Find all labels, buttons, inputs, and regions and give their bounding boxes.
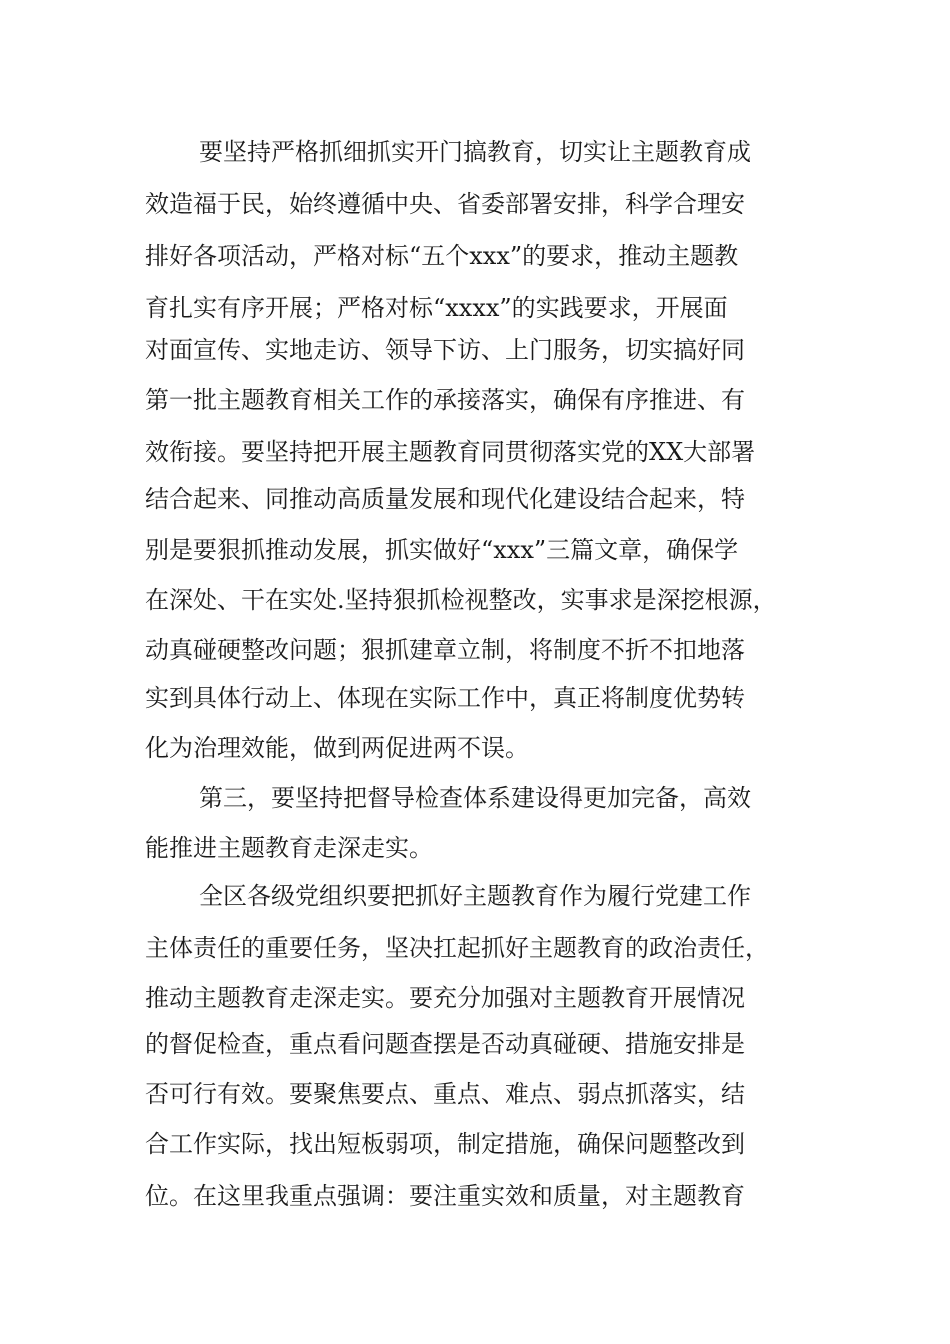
paragraph-3-line-5: 否可行有效。要聚焦要点、重点、难点、弱点抓落实，结	[145, 1080, 745, 1108]
paragraph-1-line-2: 效造福于民，始终遵循中央、省委部署安排，科学合理安	[145, 190, 745, 218]
paragraph-1-line-11: 动真碰硬整改问题；狠抓建章立制，将制度不折不扣地落	[145, 636, 745, 664]
paragraph-2-line-1: 第三，要坚持把督导检查体系建设得更加完备，高效	[199, 784, 751, 812]
paragraph-1-line-8: 结合起来、同推动高质量发展和现代化建设结合起来，特	[145, 485, 745, 513]
paragraph-3-line-7: 位。在这里我重点强调：要注重实效和质量，对主题教育	[145, 1182, 745, 1210]
paragraph-1-line-5: 对面宣传、实地走访、领导下访、上门服务，切实搞好同	[145, 336, 745, 364]
paragraph-1-line-12: 实到具体行动上、体现在实际工作中，真正将制度优势转	[145, 684, 745, 712]
paragraph-3-line-1: 全区各级党组织要把抓好主题教育作为履行党建工作	[199, 882, 751, 910]
paragraph-1-line-9: 别是要狠抓推动发展，抓实做好“xxx”三篇文章，确保学	[145, 536, 739, 564]
paragraph-3-line-3: 推动主题教育走深走实。要充分加强对主题教育开展情况	[145, 984, 745, 1012]
paragraph-1-line-13: 化为治理效能，做到两促进两不误。	[145, 734, 529, 762]
paragraph-1-line-10: 在深处、干在实处.坚持狠抓检视整改，实事求是深挖根源，	[145, 586, 777, 614]
paragraph-1-line-6: 第一批主题教育相关工作的承接落实，确保有序推进、有	[145, 386, 745, 414]
paragraph-1-line-1: 要坚持严格抓细抓实开门搞教育，切实让主题教育成	[199, 138, 751, 166]
paragraph-3-line-6: 合工作实际，找出短板弱项，制定措施，确保问题整改到	[145, 1130, 745, 1158]
paragraph-1-line-3: 排好各项活动，严格对标“五个xxx”的要求，推动主题教	[145, 242, 739, 270]
paragraph-3-line-2: 主体责任的重要任务，坚决扛起抓好主题教育的政治责任，	[145, 934, 769, 962]
paragraph-2-line-2: 能推进主题教育走深走实。	[145, 834, 433, 862]
paragraph-1-line-7: 效衔接。要坚持把开展主题教育同贯彻落实党的XX大部署	[145, 438, 756, 466]
paragraph-1-line-4: 育扎实有序开展；严格对标“xxxx”的实践要求，开展面	[145, 294, 728, 322]
paragraph-3-line-4: 的督促检查，重点看问题查摆是否动真碰硬、措施安排是	[145, 1030, 745, 1058]
